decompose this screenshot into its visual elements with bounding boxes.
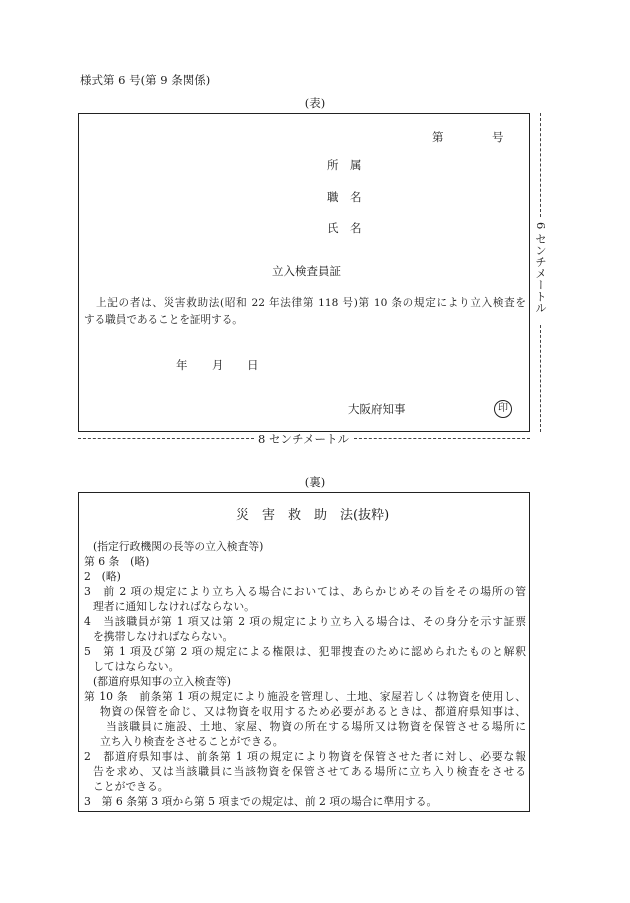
excerpt-line: 4 当該職員が第 1 項又は第 2 項の規定により立ち入る場合は、その身分を示す証票 — [84, 615, 526, 628]
excerpt-line: 2 (略) — [84, 570, 121, 583]
certificate-number-suffix: 号 — [492, 130, 504, 144]
excerpt-line: 告を求め、又は当該職員に当該物資を保管させてある場所に立ち入り検査をさせる — [93, 765, 526, 778]
horizontal-dimension-line — [354, 438, 530, 439]
vertical-dimension-line — [540, 325, 541, 432]
front-side-label: (表) — [304, 96, 326, 110]
excerpt-line: 当該職員に施設、土地、家屋、物資の所在する場所又は物資を保管させる場所に — [106, 720, 526, 733]
name-label: 氏 名 — [327, 221, 362, 235]
excerpt-line: 第 6 条 (略) — [84, 555, 150, 568]
excerpt-line: 3 第 6 条第 3 項から第 5 項までの規定は、前 2 項の場合に準用する。 — [84, 795, 438, 808]
issuer-name: 大阪府知事 — [348, 402, 406, 416]
vertical-dimension-label: 6 センチメートル — [534, 222, 548, 314]
back-card — [78, 492, 530, 812]
certificate-number-prefix: 第 — [432, 130, 444, 144]
excerpt-line: 第 10 条 前条第 1 項の規定により施設を管理し、土地、家屋若しくは物資を使用し、 — [84, 690, 526, 703]
excerpt-line: 立ち入り検査をさせることができる。 — [100, 735, 284, 748]
date-day-label: 日 — [247, 358, 259, 372]
front-card — [78, 113, 530, 432]
law-excerpt-text — [84, 539, 526, 809]
horizontal-dimension-line — [78, 438, 254, 439]
excerpt-line: ことができる。 — [93, 780, 169, 793]
position-label: 職 名 — [327, 190, 362, 204]
certification-text — [84, 295, 526, 329]
excerpt-line: 2 都道府県知事は、前条第 1 項の規定により物資を保管させた者に対し、必要な報 — [84, 750, 526, 763]
affiliation-label: 所 属 — [327, 158, 362, 172]
form-number-label: 様式第 6 号(第 9 条関係) — [80, 73, 211, 87]
date-year-label: 年 — [176, 358, 188, 372]
excerpt-line: 理者に通知しなければならない。 — [93, 600, 255, 613]
excerpt-line: してはならない。 — [93, 660, 180, 673]
horizontal-dimension-label: 8 センチメートル — [258, 432, 350, 446]
certification-line: 上記の者は、災害救助法(昭和 22 年法律第 118 号)第 10 条の規定により立入検査を — [96, 297, 526, 309]
date-month-label: 月 — [212, 358, 224, 372]
section-heading: (都道府県知事の立入検査等) — [93, 675, 231, 688]
back-side-label: (裏) — [304, 475, 326, 489]
excerpt-line: 5 第 1 項及び第 2 項の規定による権限は、犯罪捜査のために認められたものと解釈 — [84, 645, 526, 658]
excerpt-line: を携帯しなければならない。 — [93, 630, 234, 643]
excerpt-line: 3 前 2 項の規定により立ち入る場合においては、あらかじめその旨をその場所の管 — [84, 585, 526, 598]
section-heading: (指定行政機関の長等の立入検査等) — [93, 540, 264, 553]
excerpt-line: 物資の保管を命じ、又は物資を収用するため必要があるときは、都道府県知事は、 — [100, 705, 526, 718]
seal-stamp-icon: 印 — [494, 400, 512, 418]
vertical-dimension-line — [540, 113, 541, 217]
certification-line: する職員であることを証明する。 — [84, 314, 243, 326]
law-excerpt-title: 災 害 救 助 法(抜粋) — [236, 508, 390, 523]
card-title: 立入検査員証 — [272, 264, 341, 278]
